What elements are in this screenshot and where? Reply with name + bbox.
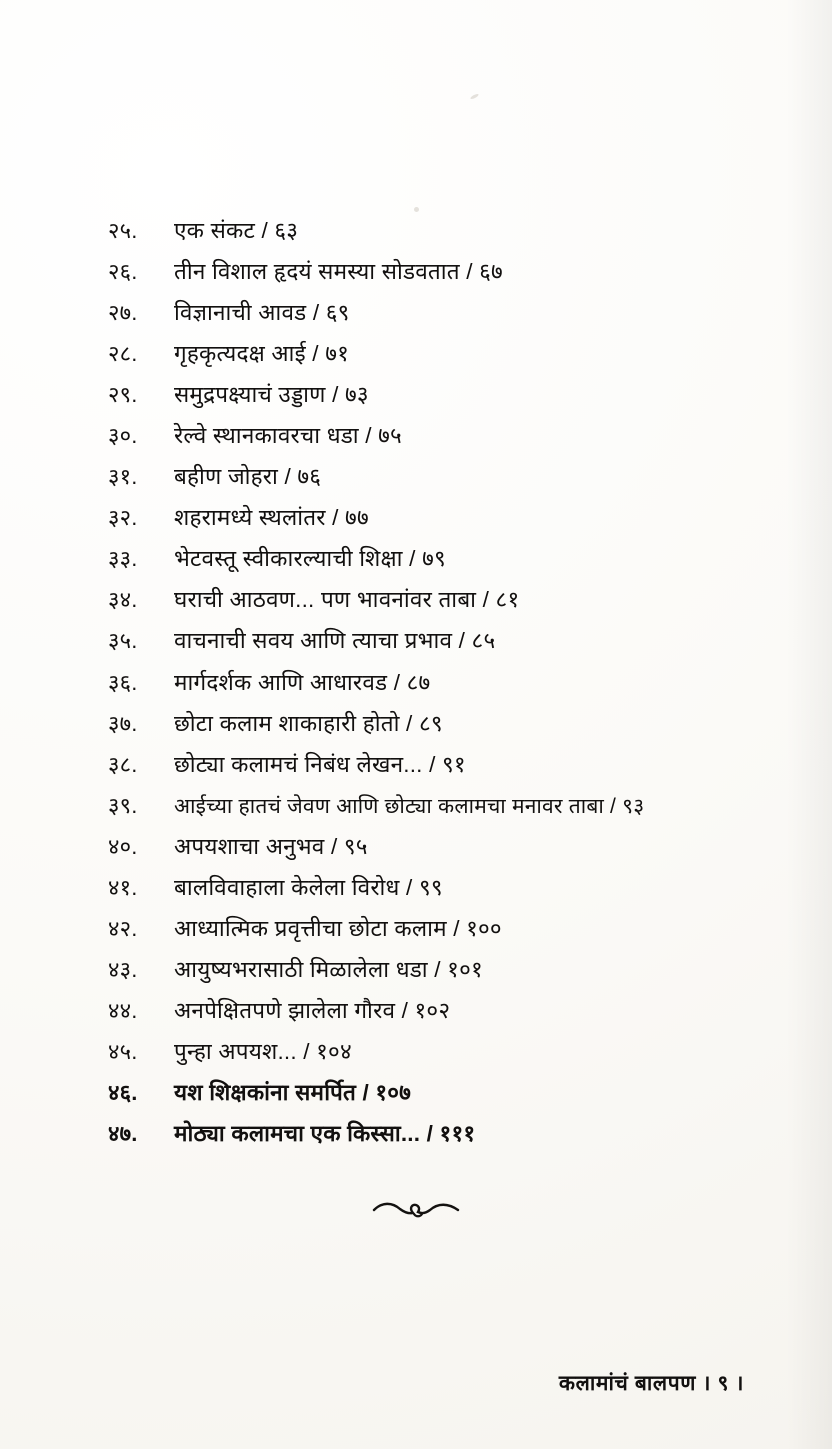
toc-entry[interactable] [108, 341, 762, 368]
scan-speck [414, 207, 419, 212]
toc-entry-title: छोटा कलाम शाकाहारी होतो / ८९ [174, 710, 443, 736]
toc-entry-title: मोठ्या कलामचा एक किस्सा... / १११ [174, 1121, 476, 1147]
toc-entry[interactable] [108, 1121, 762, 1148]
page-footer: कलामांचं बालपण । ९ । [558, 1372, 744, 1395]
toc-entry[interactable] [108, 300, 762, 327]
toc-entry-number: ४१. [108, 874, 138, 900]
toc-entry-number: ४७. [108, 1121, 138, 1147]
toc-entry-number: ४४. [108, 998, 138, 1024]
ornament-divider [0, 1198, 832, 1229]
toc-entry-title: मार्गदर्शक आणि आधारवड / ८७ [174, 669, 431, 695]
toc-entry-number: ३९. [108, 792, 138, 818]
table-of-contents [108, 218, 762, 1162]
toc-entry[interactable] [108, 628, 762, 655]
scan-speck [470, 93, 479, 100]
toc-entry[interactable] [108, 464, 762, 491]
toc-entry-title: पुन्हा अपयश... / १०४ [174, 1039, 352, 1065]
toc-entry[interactable] [108, 1039, 762, 1066]
toc-entry[interactable] [108, 670, 762, 697]
toc-entry[interactable] [108, 1080, 762, 1107]
toc-entry[interactable] [108, 998, 762, 1025]
toc-entry[interactable] [108, 505, 762, 532]
toc-entry-title: छोट्या कलामचं निबंध लेखन... / ९१ [174, 751, 466, 777]
toc-entry[interactable] [108, 875, 762, 902]
toc-entry-number: ३४. [108, 587, 138, 613]
toc-entry-number: ४०. [108, 833, 138, 859]
toc-entry[interactable] [108, 546, 762, 573]
toc-entry-number: ३३. [108, 546, 138, 572]
toc-entry-number: ३८. [108, 751, 138, 777]
toc-entry[interactable] [108, 218, 762, 245]
toc-entry-number: ३२. [108, 505, 138, 531]
toc-entry-title: अनपेक्षितपणे झालेला गौरव / १०२ [174, 998, 451, 1024]
toc-entry[interactable] [108, 382, 762, 409]
toc-entry-number: ४५. [108, 1039, 138, 1065]
toc-entry[interactable] [108, 752, 762, 779]
toc-entry-number: ३६. [108, 669, 138, 695]
toc-entry-number: ४२. [108, 916, 138, 942]
toc-entry-title: गृहकृत्यदक्ष आई / ७१ [174, 341, 349, 367]
toc-entry[interactable] [108, 423, 762, 450]
toc-entry[interactable] [108, 711, 762, 738]
toc-entry-number: ३१. [108, 464, 138, 490]
toc-entry-title: भेटवस्तू स्वीकारल्याची शिक्षा / ७९ [174, 546, 446, 572]
toc-entry-number: ३७. [108, 710, 138, 736]
toc-entry-title: समुद्रपक्ष्याचं उड्डाण / ७३ [174, 382, 369, 408]
toc-entry[interactable] [108, 587, 762, 614]
toc-entry-title: बहीण जोहरा / ७६ [174, 464, 322, 490]
toc-entry-title: आईच्या हातचं जेवण आणि छोट्या कलामचा मनावर ताबा / ९३ [174, 794, 645, 818]
toc-entry-number: २६. [108, 259, 138, 285]
toc-entry-title: तीन विशाल हृदयं समस्या सोडवतात / ६७ [174, 259, 503, 285]
toc-entry-number: ४३. [108, 957, 138, 983]
toc-entry-number: ३०. [108, 423, 138, 449]
toc-entry-number: ४६. [108, 1080, 138, 1106]
toc-entry-title: आध्यात्मिक प्रवृत्तीचा छोटा कलाम / १०० [174, 916, 502, 942]
toc-entry-number: २९. [108, 382, 138, 408]
toc-entry-title: एक संकट / ६३ [174, 218, 299, 243]
toc-entry[interactable] [108, 916, 762, 943]
toc-entry-title: आयुष्यभरासाठी मिळालेला धडा / १०१ [174, 957, 483, 983]
toc-entry-title: बालविवाहाला केलेला विरोध / ९९ [174, 874, 443, 900]
toc-entry-number: ३५. [108, 628, 138, 654]
toc-entry-title: रेल्वे स्थानकावरचा धडा / ७५ [174, 423, 402, 449]
toc-entry-number: २७. [108, 300, 138, 326]
toc-entry-title: विज्ञानाची आवड / ६९ [174, 300, 350, 326]
toc-entry-title: अपयशाचा अनुभव / ९५ [174, 833, 368, 859]
toc-entry-title: घराची आठवण... पण भावनांवर ताबा / ८१ [174, 587, 520, 613]
toc-entry-title: शहरामध्ये स्थलांतर / ७७ [174, 505, 369, 531]
toc-entry-title: वाचनाची सवय आणि त्याचा प्रभाव / ८५ [174, 628, 496, 654]
swash-icon [368, 1198, 464, 1222]
toc-entry[interactable] [108, 259, 762, 286]
toc-entry[interactable] [108, 793, 762, 820]
toc-entry-number: २५. [108, 218, 138, 243]
toc-entry[interactable] [108, 834, 762, 861]
toc-entry-number: २८. [108, 341, 138, 367]
toc-entry[interactable] [108, 957, 762, 984]
toc-entry-title: यश शिक्षकांना समर्पित / १०७ [174, 1080, 412, 1106]
